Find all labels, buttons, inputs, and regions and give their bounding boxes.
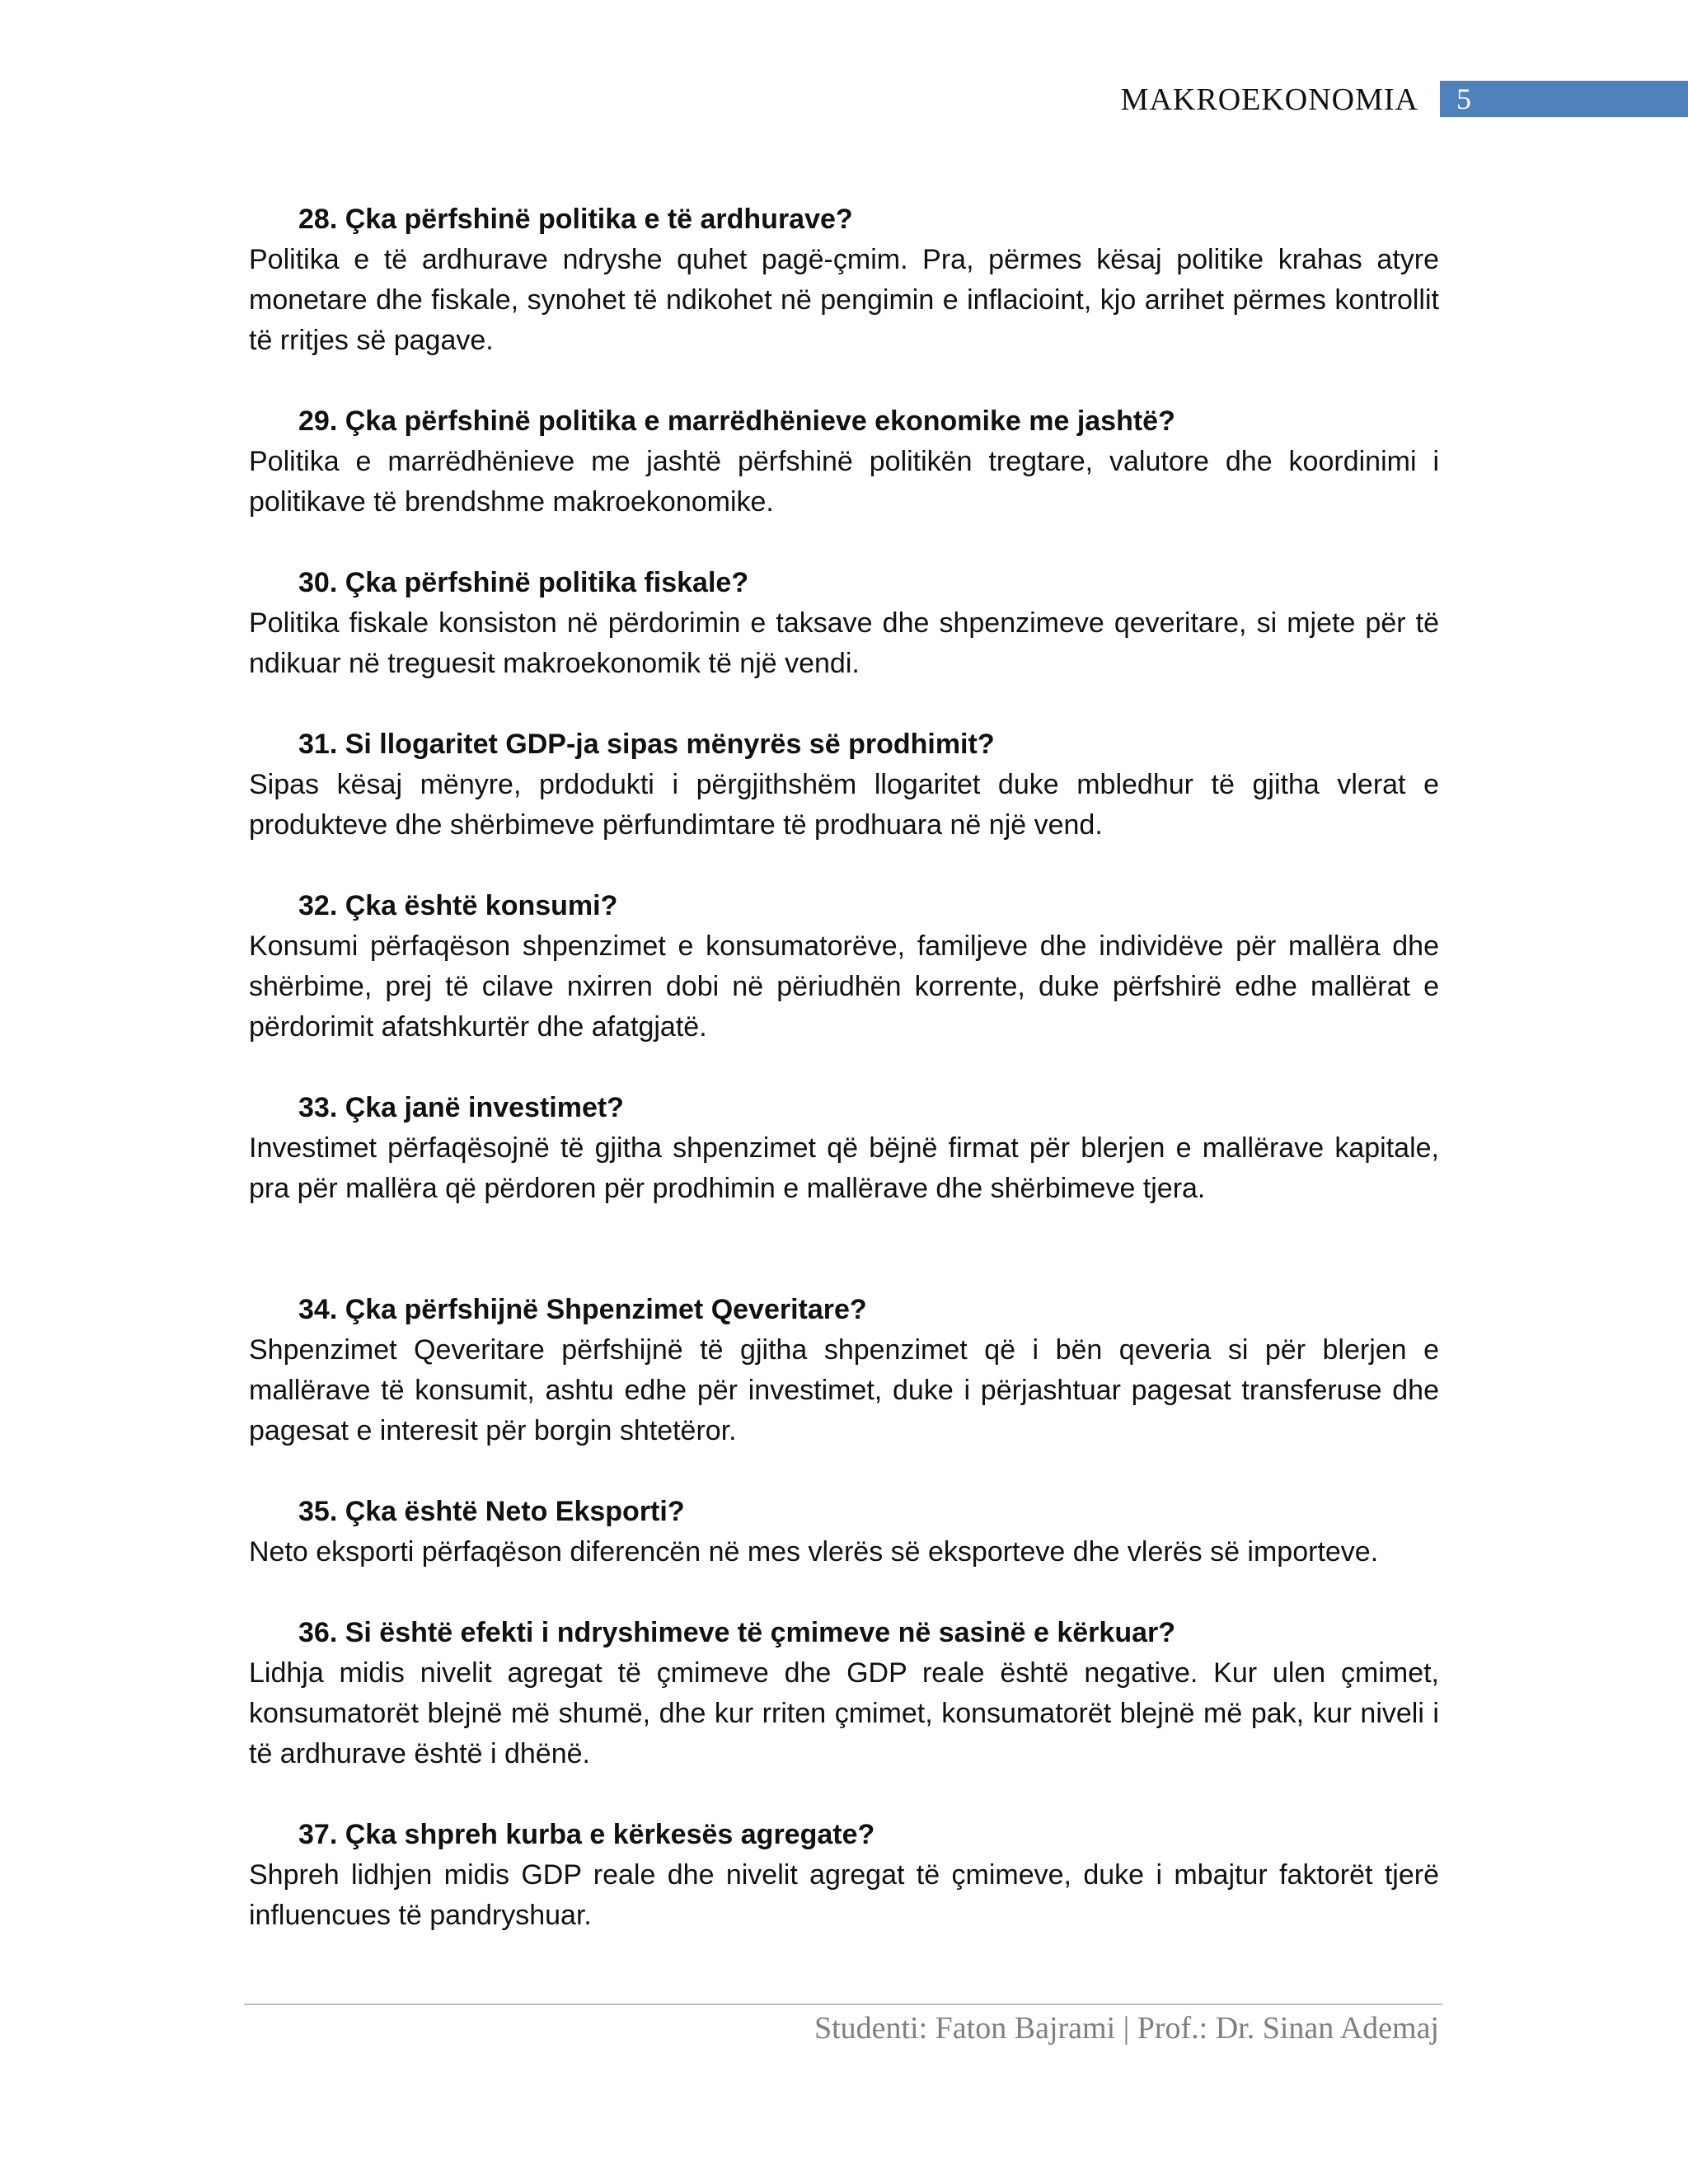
question: 35. Çka është Neto Eksporti?: [298, 1496, 685, 1527]
qa-item-28: [249, 199, 1439, 361]
page-header: [0, 79, 1688, 120]
answer: Shpreh lidhjen midis GDP reale dhe nivelit agregat të çmimeve, duke i mbajtur faktorët tjerë influencues të pandryshuar.: [249, 1859, 1439, 1931]
answer: Sipas kësaj mënyre, prdodukti i përgjithshëm llogaritet duke mbledhur të gjitha vlerat e produkteve dhe shërbimeve përfundimtare të prodhuara në një vend.: [249, 769, 1439, 841]
question: 37. Çka shpreh kurba e kërkesës agregate?: [298, 1819, 875, 1850]
page-number: 5: [1456, 82, 1471, 115]
qa-item-35: [249, 1492, 1439, 1572]
question: 36. Si është efekti i ndryshimeve të çmimeve në sasinë e kërkuar?: [298, 1617, 1175, 1648]
header-title: MAKROEKONOMIA: [1120, 82, 1418, 117]
question: 33. Çka janë investimet?: [298, 1092, 624, 1123]
answer: Politika e marrëdhënieve me jashtë përfshinë politikën tregtare, valutore dhe koordinimi i politikave të brendshme makroekonomike.: [249, 446, 1439, 518]
question: 29. Çka përfshinë politika e marrëdhënieve ekonomike me jashtë?: [298, 405, 1175, 437]
question: 31. Si llogaritet GDP-ja sipas mënyrës së prodhimit?: [298, 729, 995, 760]
answer: Politika fiskale konsiston në përdorimin e taksave dhe shpenzimeve qeveritare, si mjete për të ndikuar në treguesit makroekonomik të një vendi.: [249, 607, 1439, 679]
answer: Shpenzimet Qeveritare përfshijnë të gjitha shpenzimet që i bën qeveria si për blerjen e mallërave të konsumit, ashtu edhe për investimet, duke i përjashtuar pagesat transferuse dhe pagesat e interesit për borgin shtetëror.: [249, 1334, 1439, 1446]
qa-item-34: [249, 1290, 1439, 1451]
qa-item-32: [249, 886, 1439, 1047]
question: 30. Çka përfshinë politika fiskale?: [298, 567, 749, 598]
footer-divider: [244, 2004, 1442, 2005]
header-page-bar: [1440, 81, 1688, 117]
answer: Investimet përfaqësojnë të gjitha shpenzimet që bëjnë firmat për blerjen e mallërave kapitale, pra për mallëra që përdoren për prodhimin e mallërave dhe shërbimeve tjera.: [249, 1132, 1439, 1204]
question: 32. Çka është konsumi?: [298, 890, 618, 921]
qa-item-37: [249, 1815, 1439, 1936]
qa-item-30: [249, 563, 1439, 684]
qa-item-33: [249, 1088, 1439, 1209]
answer: Konsumi përfaqëson shpenzimet e konsumatorëve, familjeve dhe individëve për mallëra dhe shërbime, prej të cilave nxirren dobi në përiudhën korrente, duke përfshirë edhe mallërat e përdorimit afatshkurtër dhe afatgjatë.: [249, 930, 1439, 1043]
question: 28. Çka përfshinë politika e të ardhurave?: [298, 204, 853, 235]
answer: Neto eksporti përfaqëson diferencën në mes vlerës së eksporteve dhe vlerës së importeve.: [249, 1536, 1379, 1568]
answer: Lidhja midis nivelit agregat të çmimeve dhe GDP reale është negative. Kur ulen çmimet, konsumatorët blejnë më shumë, dhe kur rriten çmimet, konsumatorët blejnë më pak, kur niveli i të ardhurave është i dhënë.: [249, 1657, 1439, 1769]
answer: Politika e të ardhurave ndryshe quhet pagë-çmim. Pra, përmes kësaj politike krahas atyre monetare dhe fiskale, synohet të ndikohet në pengimin e inflacioint, kjo arrihet përmes kontrollit të rritjes së pagave.: [249, 244, 1439, 356]
footer-text: Studenti: Faton Bajrami | Prof.: Dr. Sinan Ademaj: [814, 2011, 1439, 2046]
qa-item-36: [249, 1613, 1439, 1774]
qa-item-31: [249, 724, 1439, 846]
question: 34. Çka përfshijnë Shpenzimet Qeveritare?: [298, 1294, 867, 1325]
document-body: [249, 199, 1439, 1936]
qa-item-29: [249, 401, 1439, 523]
